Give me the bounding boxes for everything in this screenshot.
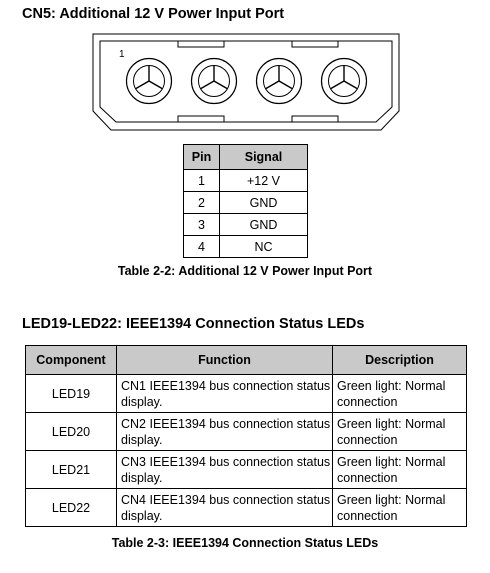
table-row: [26, 489, 467, 527]
pin-number: 1: [184, 170, 220, 192]
led-component: LED20: [26, 413, 117, 451]
led-description: Green light: Normal connection: [333, 489, 467, 527]
table-row: [184, 214, 308, 236]
header-description: Description: [333, 346, 467, 375]
table-row: [184, 170, 308, 192]
led-function: CN2 IEEE1394 bus connection status display.: [117, 413, 333, 451]
power-connector-diagram: [92, 33, 400, 131]
led-status-table: [25, 345, 467, 527]
led-function: CN3 IEEE1394 bus connection status display.: [117, 451, 333, 489]
table-row: [26, 451, 467, 489]
pin-number: 3: [184, 214, 220, 236]
table-row: [26, 375, 467, 413]
header-function: Function: [117, 346, 333, 375]
connector-pin-icon: [257, 59, 302, 104]
table-row: [184, 192, 308, 214]
led-component: LED19: [26, 375, 117, 413]
led-description: Green light: Normal connection: [333, 451, 467, 489]
table-caption-2-3: Table 2-3: IEEE1394 Connection Status LEDs: [111, 536, 379, 550]
header-pin: Pin: [184, 145, 220, 170]
pin-signal: GND: [220, 192, 308, 214]
pin1-marker: 1: [119, 49, 125, 60]
connector-pin-icon: [192, 59, 237, 104]
table-row: [26, 413, 467, 451]
pin-signal: +12 V: [220, 170, 308, 192]
led-component: LED22: [26, 489, 117, 527]
led-description: Green light: Normal connection: [333, 413, 467, 451]
pin-signal: NC: [220, 236, 308, 258]
connector-pin-icon: [322, 59, 367, 104]
led-component: LED21: [26, 451, 117, 489]
pin-number: 2: [184, 192, 220, 214]
pin-signal-table: [183, 144, 308, 258]
header-component: Component: [26, 346, 117, 375]
header-signal: Signal: [220, 145, 308, 170]
table-caption-2-2: Table 2-2: Additional 12 V Power Input Port: [117, 264, 373, 278]
led-function: CN1 IEEE1394 bus connection status display.: [117, 375, 333, 413]
led-description: Green light: Normal connection: [333, 375, 467, 413]
section-heading-cn5: CN5: Additional 12 V Power Input Port: [22, 6, 285, 22]
led-function: CN4 IEEE1394 bus connection status display.: [117, 489, 333, 527]
section-heading-leds: LED19-LED22: IEEE1394 Connection Status LEDs: [22, 316, 365, 332]
pin-signal: GND: [220, 214, 308, 236]
connector-pin-icon: [127, 59, 172, 104]
table-row: [184, 236, 308, 258]
pin-number: 4: [184, 236, 220, 258]
